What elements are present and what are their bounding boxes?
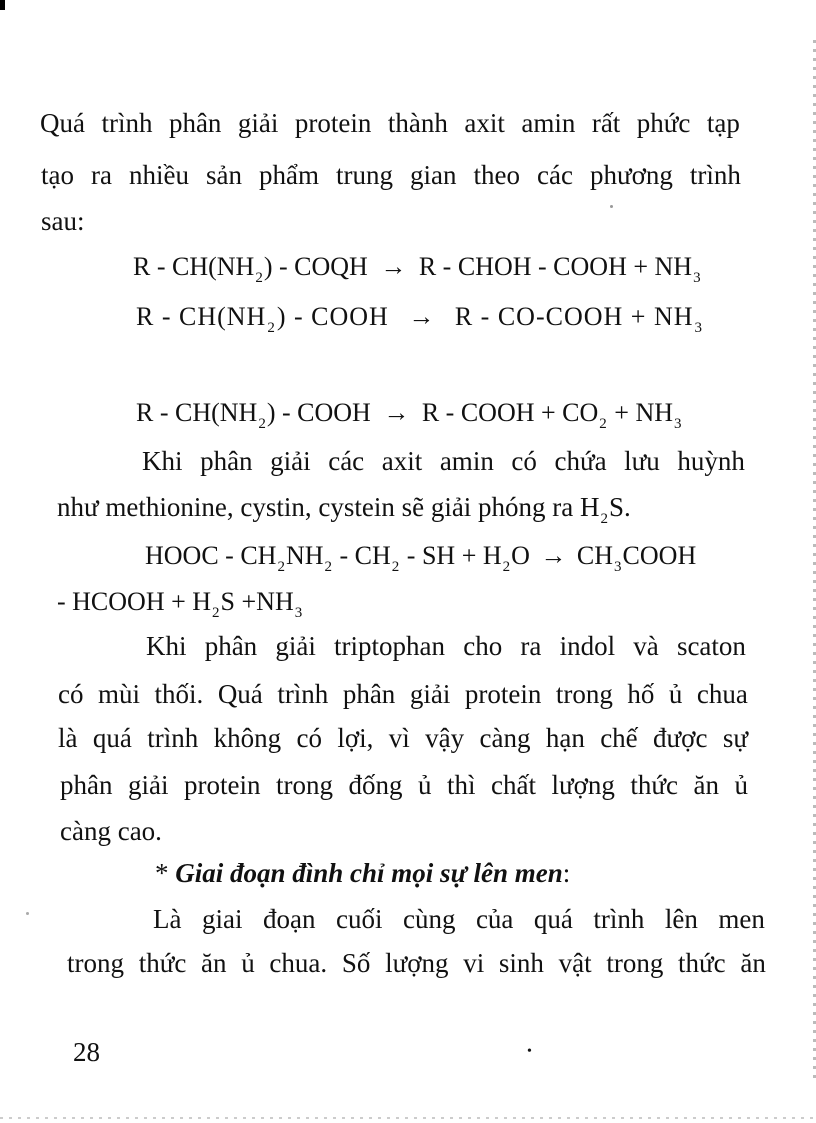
stray-mark: • — [527, 1044, 532, 1059]
speck — [26, 912, 29, 915]
paragraph-1-line-1: Quá trình phân giải protein thành axit amin rất phức tạp — [40, 108, 740, 138]
equation-2: R - $CH(NH_2)$ - COOH → R - CO-COOH + $NH_3$ — [136, 302, 704, 336]
equation-4: HOOC - $CH_2NH_2 - CH_2$ - SH + $H_2O$ → $CH_3COOH$ — [145, 541, 697, 575]
scan-corner-mark — [0, 0, 5, 10]
paragraph-2-line-1: Khi phân giải các axit amin có chứa lưu huỳnh — [142, 446, 745, 476]
paragraph-4-line-1: Là giai đoạn cuối cùng của quá trình lên men — [153, 904, 765, 934]
arrow-icon: → — [540, 541, 567, 570]
paragraph-3-line-2: có mùi thối. Quá trình phân giải protein trong hố ủ chua — [58, 679, 748, 709]
scan-edge-bottom — [0, 1117, 816, 1119]
equation-4-continuation: - HCOOH + $H_2S +NH_3$ — [57, 587, 303, 621]
paragraph-3-line-1: Khi phân giải triptophan cho ra indol và scaton — [146, 631, 746, 661]
paragraph-1-line-2: tạo ra nhiều sản phẩm trung gian theo các phương trình — [41, 160, 741, 190]
arrow-icon: → — [380, 252, 407, 281]
equation-3: R - $CH(NH_2)$ - COOH → R - COOH + $CO_2 + NH_3$ — [136, 398, 682, 432]
section-heading: * Giai đoạn đình chỉ mọi sự lên men: — [155, 858, 571, 888]
arrow-icon: → — [383, 398, 410, 427]
paragraph-3-line-5: càng cao. — [60, 816, 162, 846]
page-number: 28 — [73, 1037, 100, 1067]
paragraph-1-line-3: sau: — [41, 206, 85, 236]
speck — [610, 205, 613, 208]
paragraph-2-line-2: như methionine, cystin, cystein sẽ giải phóng ra $H_2S$. — [57, 492, 631, 527]
paragraph-3-line-3: là quá trình không có lợi, vì vậy càng hạn chế được sự — [58, 723, 748, 753]
paragraph-4-line-2: trong thức ăn ủ chua. Số lượng vi sinh vật trong thức ăn — [67, 948, 766, 978]
equation-1: R - $CH(NH_2)$ - COQH → R - CHOH - COOH + $NH_3$ — [133, 252, 701, 286]
paragraph-3-line-4: phân giải protein trong đống ủ thì chất lượng thức ăn ủ — [60, 770, 748, 800]
arrow-icon: → — [408, 302, 436, 331]
